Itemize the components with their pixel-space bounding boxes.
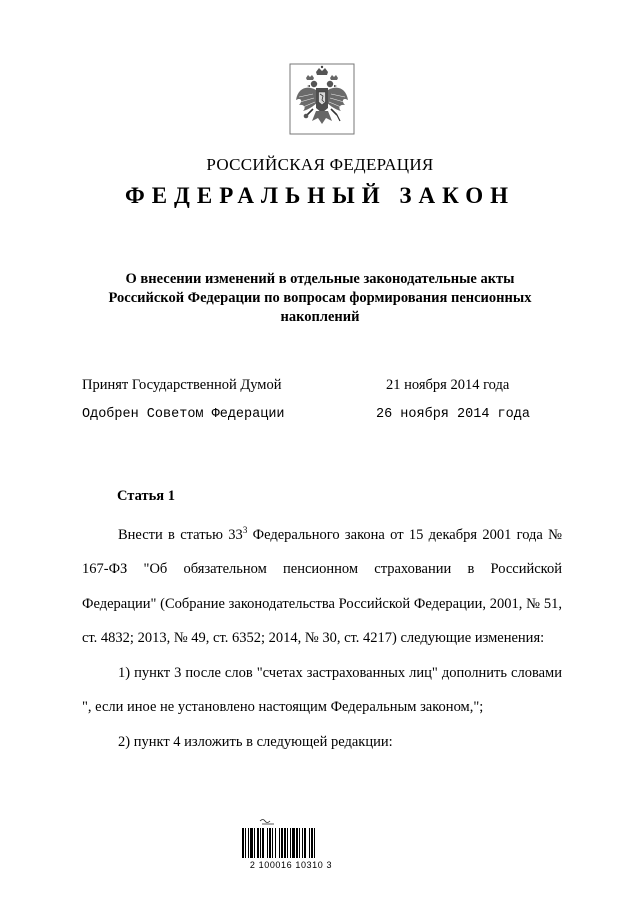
barcode-bar <box>272 828 273 858</box>
article-item-1: 1) пункт 3 после слов "счетах застрахованных лиц" дополнить словами ", если иное не установлено настоящим Федеральным законом,"; <box>82 664 562 716</box>
barcode-bar <box>309 828 310 858</box>
barcode-bar <box>275 828 276 858</box>
article-item-2: 2) пункт 4 изложить в следующей редакции: <box>118 733 393 750</box>
document-type-heading: ФЕДЕРАЛЬНЫЙ ЗАКОН <box>124 183 516 208</box>
barcode-bar <box>245 828 246 858</box>
country-name: РОССИЙСКАЯ ФЕДЕРАЦИЯ <box>206 155 434 174</box>
barcode-bar <box>304 828 306 858</box>
approval-body-duma: Принят Государственной Думой <box>82 377 282 393</box>
barcode-bar <box>292 828 295 858</box>
barcode-bar <box>262 828 264 858</box>
barcode-bar <box>290 828 291 858</box>
barcode-bar <box>311 828 313 858</box>
article-heading: Статья 1 <box>117 488 175 504</box>
barcode-bar <box>284 828 286 858</box>
barcode-bar <box>260 828 261 858</box>
barcode-bar <box>299 828 300 858</box>
barcode-bar <box>257 828 259 858</box>
barcode-number: 2 100016 10310 3 <box>249 860 333 870</box>
barcode-bar <box>250 828 253 858</box>
barcode-bar <box>314 828 315 858</box>
law-title: О внесении изменений в отдельные законодательные акты Российской Федерации по вопросам формирования пенсионных накоплений <box>108 271 532 325</box>
intro-text-rest: Федерального закона от 15 декабря 2001 года № 167-ФЗ "Об обязательном пенсионном страховании в Российской Федерации" (Собрание законодательства Российской Федерации, 2001, № 51, ст. 4832; 2013, № 49, ст. 6352; 2014, № 30, ст. 4217) следующие изменения: <box>82 526 562 647</box>
barcode-bar <box>248 828 249 858</box>
article-number-superscript: 3 <box>242 525 248 535</box>
approval-date-duma: 21 ноября 2014 года <box>386 377 510 393</box>
barcode-bar <box>254 828 255 858</box>
article-body <box>82 513 562 759</box>
coat-of-arms-emblem <box>289 63 355 135</box>
approval-body-council: Одобрен Советом Федерации <box>82 407 285 422</box>
approval-date-council: 26 ноября 2014 года <box>376 407 530 422</box>
barcode-bar <box>242 828 244 858</box>
intro-text-start: Внести в статью 33 <box>118 526 243 543</box>
barcode-bar <box>296 828 298 858</box>
barcode-bar <box>269 828 271 858</box>
barcode-bar <box>302 828 303 858</box>
barcode-bar <box>287 828 288 858</box>
article-intro-paragraph <box>82 513 562 656</box>
barcode-bar <box>279 828 280 858</box>
barcode-bar <box>267 828 268 858</box>
barcode-bar <box>281 828 283 858</box>
